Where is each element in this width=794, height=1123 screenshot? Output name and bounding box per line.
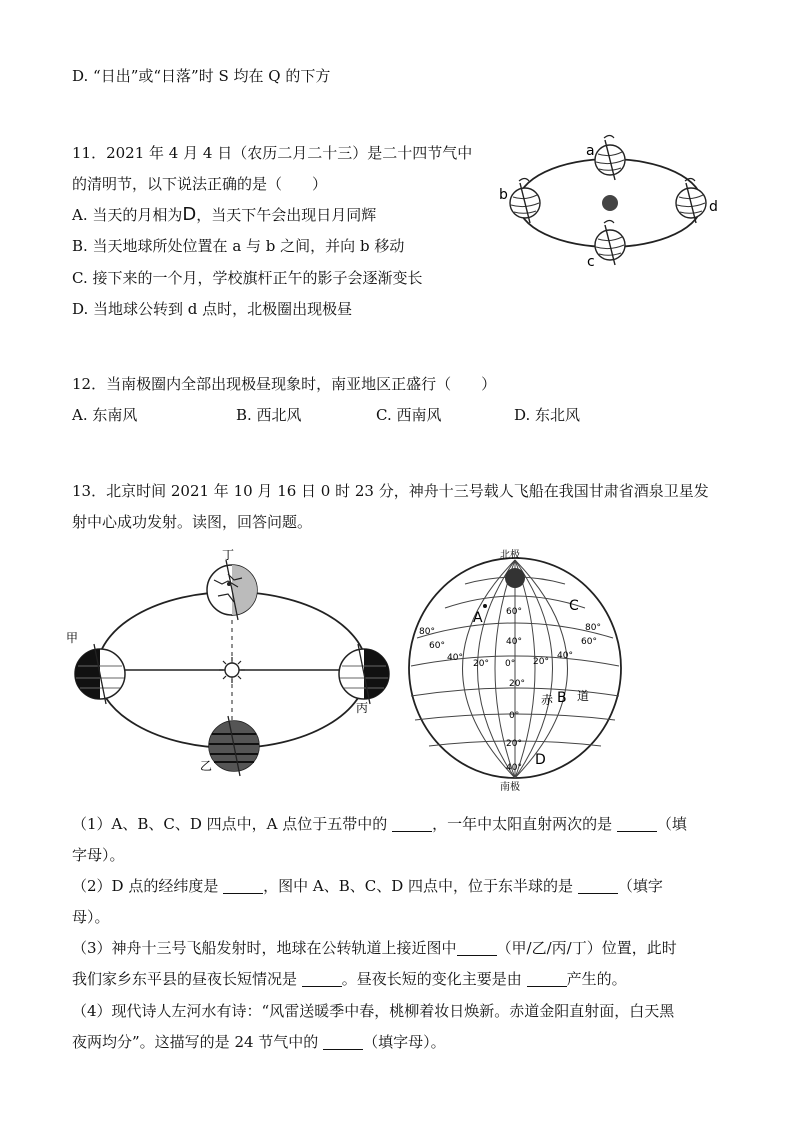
q13-p1-text-b: ，一年中太阳直射两次的是: [432, 815, 613, 833]
q13-orbit-diagram: [66, 546, 402, 778]
q12-stem: 12．当南极圈内全部出现极昼现象时，南亚地区正盛行（ ）: [72, 375, 497, 393]
q13-p4-blank1[interactable]: [323, 1033, 363, 1050]
point-b: B: [557, 690, 567, 706]
earth-a: [595, 136, 625, 181]
moon-phase-glyph: D: [182, 204, 197, 225]
q11-option-d[interactable]: D. 当地球公转到 d 点时，北极圈出现极昼: [72, 300, 353, 318]
q13-stem-line1: 13．北京时间 2021 年 10 月 16 日 0 时 23 分，神舟十三号载人飞船在我国甘肃省酒泉卫星发: [72, 482, 709, 500]
q13-p2-text-b: ，图中 A、B、C、D 四点中，位于东半球的是: [263, 877, 574, 895]
lon-40e: 40°: [557, 651, 573, 661]
lon-40w: 40°: [447, 653, 463, 663]
earth-c: [595, 221, 625, 266]
lon-80e: 80°: [585, 623, 601, 633]
q13-p3-text-e: 产生的。: [566, 970, 627, 988]
earth-bing: [339, 644, 389, 704]
q13-part4-line1: （4）现代诗人左河水有诗：“风雷送暖季中春，桃柳着妆日焕新。赤道金阳直射面，白天黑: [72, 1002, 675, 1020]
q13-p2-blank1[interactable]: [223, 877, 263, 894]
q13-part4-line2: [72, 1032, 446, 1052]
lon-0: 0°: [505, 659, 516, 669]
sun-icon: [602, 195, 618, 211]
q12-option-a[interactable]: A. 东南风: [72, 406, 138, 424]
q13-part2-line1: [72, 876, 663, 896]
q11-option-c[interactable]: C. 接下来的一个月，学校旗杆正午的影子会逐渐变长: [72, 269, 423, 287]
q13-part3-line1: [72, 938, 677, 958]
label-jia: 甲: [66, 631, 79, 645]
lat-60n: 60°: [506, 607, 522, 617]
q13-p3-blank1[interactable]: [457, 939, 497, 956]
q13-globe-diagram: [405, 548, 625, 793]
q13-p2-blank2[interactable]: [578, 877, 618, 894]
label-yi: 乙: [200, 759, 213, 773]
q13-p3-text-c: 我们家乡东平县的昼夜长短情况是: [72, 970, 298, 988]
lon-60e: 60°: [581, 637, 597, 647]
q11-option-a-tail: ，当天下午会出现日月同辉: [196, 206, 377, 224]
earth-jia: [75, 644, 125, 704]
q13-p2-text-a: （2）D 点的经纬度是: [72, 877, 219, 895]
lon-60w: 60°: [429, 641, 445, 651]
lon-20e: 20°: [533, 657, 549, 667]
label-bing: 丙: [356, 701, 369, 715]
q13-part2-line2: 母）。: [72, 908, 110, 926]
label-ding: 丁: [222, 548, 235, 562]
q13-p1-blank2[interactable]: [617, 815, 657, 832]
q13-p1-text-a: （1）A、B、C、D 四点中，A 点位于五带中的: [72, 815, 388, 833]
label-north-pole: 北极: [500, 550, 520, 561]
earth-yi: [209, 716, 259, 776]
q13-p1-text-c: （填: [656, 815, 687, 833]
label-b: b: [499, 187, 508, 203]
q13-p3-text-d: 。昼夜长短的变化主要是由: [341, 970, 522, 988]
lat-0: 0°: [509, 711, 520, 721]
q13-part1-line1: [72, 814, 687, 834]
lat-40s: 40°: [506, 763, 522, 773]
q13-p1-blank1[interactable]: [392, 815, 432, 832]
q13-p4-text-c: （填字母）。: [363, 1033, 446, 1051]
lat-20n: 20°: [509, 679, 525, 689]
lon-20w: 20°: [473, 659, 489, 669]
label-a: a: [586, 143, 595, 159]
q13-p3-text-b: （甲/乙/丙/丁）位置，此时: [496, 939, 677, 957]
q12-option-d[interactable]: D. 东北风: [514, 406, 581, 424]
q11-option-a[interactable]: [72, 205, 376, 225]
q11-option-b[interactable]: B. 当天地球所处位置在 a 与 b 之间，并向 b 移动: [72, 237, 405, 255]
q13-p2-text-c: （填字: [617, 877, 663, 895]
q13-p3-blank3[interactable]: [527, 970, 567, 987]
north-pole-cap: [505, 568, 525, 588]
q13-stem-line2: 射中心成功发射。读图，回答问题。: [72, 513, 313, 531]
q11-stem-line1: 11．2021 年 4 月 4 日（农历二月二十三）是二十四节气中: [72, 144, 473, 162]
q12-option-c[interactable]: C. 西南风: [376, 406, 442, 424]
earth-d: [676, 179, 706, 224]
point-d: D: [535, 752, 546, 768]
earth-ding: [207, 560, 257, 620]
point-c: C: [569, 598, 579, 614]
q13-p3-blank2[interactable]: [302, 970, 342, 987]
sun-icon: [219, 657, 245, 683]
q13-p4-text-b: 夜两均分”。这描写的是 24 节气中的: [72, 1033, 319, 1051]
q11-stem-line2: 的清明节，以下说法正确的是（ ）: [72, 175, 328, 193]
lat-40n: 40°: [506, 637, 522, 647]
q13-p3-text-a: （3）神舟十三号飞船发射时，地球在公转轨道上接近图中: [72, 939, 457, 957]
q11-option-a-text: A. 当天的月相为: [72, 206, 183, 224]
lon-80w: 80°: [419, 627, 435, 637]
label-d: d: [709, 199, 718, 215]
label-dao: 道: [577, 689, 590, 703]
q10-option-d: D. “日出”或“日落”时 S 均在 Q 的下方: [72, 67, 331, 85]
q13-part1-line2: 字母）。: [72, 846, 125, 864]
label-south-pole: 南极: [500, 782, 520, 793]
label-c: c: [587, 254, 595, 270]
point-a: A: [473, 610, 483, 626]
q11-orbit-diagram: [495, 135, 725, 270]
lat-20s: 20°: [506, 739, 522, 749]
q13-part3-line2: [72, 969, 627, 989]
q12-option-b[interactable]: B. 西北风: [236, 406, 302, 424]
label-chi: 赤: [541, 693, 554, 707]
